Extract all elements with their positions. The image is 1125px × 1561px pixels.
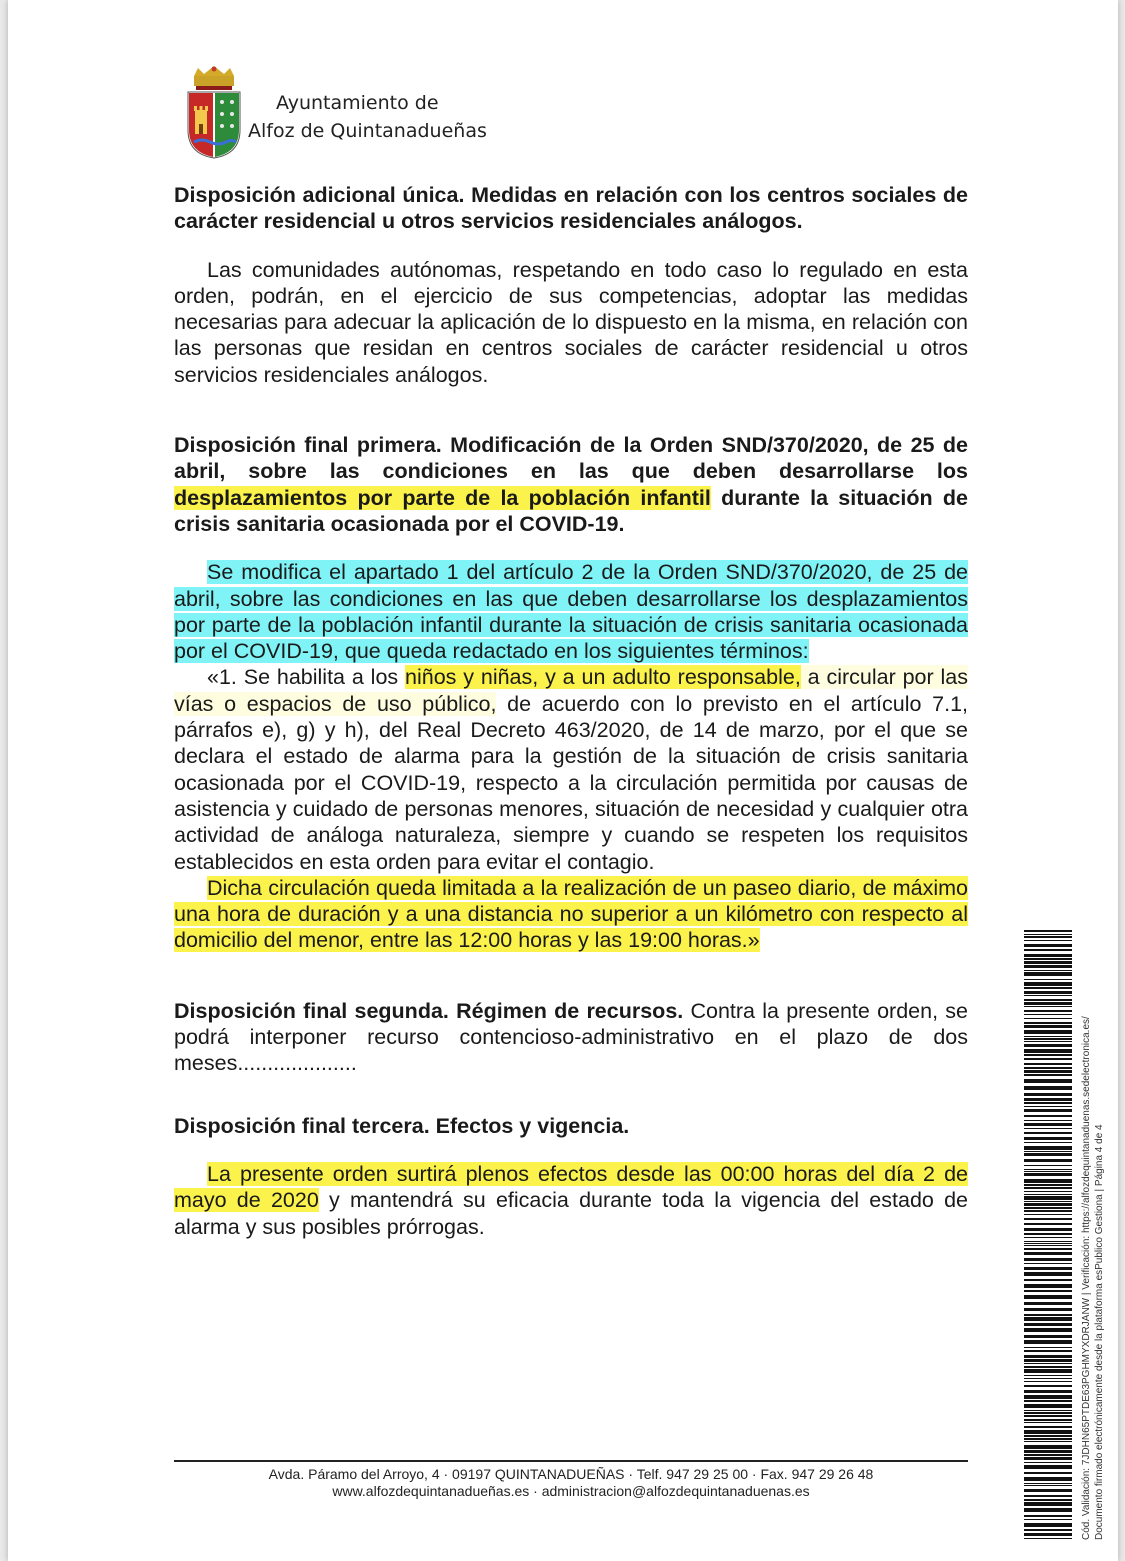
barcode-bar	[1024, 1109, 1072, 1112]
barcode-bar	[1024, 1120, 1072, 1121]
barcode-bar	[1024, 1237, 1072, 1238]
barcode-bar	[1024, 1538, 1072, 1539]
barcode-bar	[1024, 970, 1072, 971]
barcode-bar	[1024, 1191, 1072, 1192]
quote-part-a: «1. Se habilita a los	[207, 665, 406, 690]
barcode-bar	[1024, 1159, 1072, 1162]
barcode-bar	[1024, 958, 1072, 960]
barcode-bar	[1024, 1267, 1072, 1270]
barcode-bar	[1024, 1523, 1072, 1527]
barcode-bar	[1024, 961, 1072, 964]
barcode-bar	[1024, 954, 1072, 957]
barcode-bar	[1024, 1369, 1072, 1373]
barcode-bar	[1024, 1142, 1072, 1143]
barcode-bar	[1024, 1263, 1072, 1264]
barcode-bar	[1024, 1106, 1072, 1107]
barcode-bar	[1024, 1123, 1072, 1126]
barcode-bar	[1024, 1165, 1072, 1166]
footer	[174, 1466, 968, 1500]
barcode-bar	[1024, 1128, 1072, 1129]
barcode-bar	[1024, 1350, 1072, 1352]
barcode-bar	[1024, 1441, 1072, 1442]
barcode-bar	[1024, 1323, 1072, 1326]
barcode-bar	[1024, 1375, 1072, 1376]
barcode-bar	[1024, 1233, 1072, 1235]
barcode-bar	[1024, 1036, 1072, 1037]
barcode-bar	[1024, 1290, 1072, 1292]
barcode-bar	[1024, 1363, 1072, 1364]
barcode-bar	[1024, 1302, 1072, 1305]
barcode-bar	[1024, 1151, 1072, 1152]
section-heading-adicional: Disposición adicional única. Medidas en relación con los centros sociales de carácter residencial u otros servicios residenciales análogos.	[174, 183, 968, 234]
barcode-bar	[1024, 1179, 1072, 1183]
barcode-bar	[1024, 1241, 1072, 1242]
barcode-bar	[1024, 1058, 1072, 1060]
barcode-bar	[1024, 1184, 1072, 1186]
barcode-bar	[1024, 1412, 1072, 1414]
barcode-bar	[1024, 1049, 1072, 1053]
barcode-bar	[1024, 1258, 1072, 1261]
highlighted-quote-paragraph: Dicha circulación queda limitada a la realización de un paseo diario, de máximo una hora de duración y a una distancia no superior a un kilómetro con respecto al domicilio del menor, entre las 12:00 horas y las 19:00 horas.»	[174, 875, 968, 953]
barcode-bar	[1024, 1187, 1072, 1189]
barcode-bar	[1024, 1426, 1072, 1428]
barcode-bar	[1024, 1529, 1072, 1531]
barcode-bar	[1024, 1063, 1072, 1065]
barcode-bar	[1024, 1465, 1072, 1469]
barcode-bar	[1024, 940, 1072, 941]
barcode-bar	[1024, 1499, 1072, 1501]
barcode-bar	[1024, 1102, 1072, 1104]
paragraph-adicional: Las comunidades autónomas, respetando en todo caso lo regulado en esta orden, podrán, en el ejercicio de sus competencias, adoptar las medidas necesarias para adecuar la aplicación de lo dispuesto en la misma, en relación con las personas que residan en centros sociales de carácter residencial u otros servicios residenciales análogos.	[174, 257, 968, 387]
paragraph-final-segunda: Contra la presente orden, se podrá interponer recurso contencioso-administrativo en el plazo de dos meses....................	[174, 998, 968, 1076]
barcode-bar	[1024, 972, 1072, 976]
barcode-bar	[1024, 1093, 1072, 1096]
section-heading-final-tercera: Disposición final tercera. Efectos y vigencia.	[174, 1113, 630, 1138]
barcode-bar	[1024, 1284, 1072, 1288]
barcode-bar	[1024, 1347, 1072, 1348]
footer-web: www.alfozdequintanadueñas.es · administracion@alfozdequintanaduenas.es	[332, 1483, 810, 1499]
barcode-bar	[1024, 1419, 1072, 1421]
barcode-bar	[1024, 1025, 1072, 1028]
barcode-bar	[1024, 1378, 1072, 1379]
barcode-bar	[1024, 930, 1072, 932]
validation-line-1: Cód. Validación: 7JDHN65PTDE63PGHMYXDRJANW | Verificación: https://alfozdequintanaduenas.sedelectronica.es/	[1081, 1016, 1092, 1540]
barcode-bar	[1024, 1415, 1072, 1417]
heading-part-a: Disposición final primera. Modificación de la Orden SND/370/2020, de 25 de abril, sobre las condiciones en las que deben desarrollarse los	[174, 433, 968, 484]
section-heading-final-primera	[174, 432, 968, 537]
barcode-bar	[1024, 1207, 1072, 1209]
barcode-bar	[1024, 1137, 1072, 1140]
barcode-bar	[1024, 1201, 1072, 1202]
barcode-bar	[1024, 1485, 1072, 1486]
barcode-bar	[1024, 1430, 1072, 1434]
barcode-bar	[1024, 1243, 1072, 1244]
barcode-bar	[1024, 1404, 1072, 1408]
light-highlighted-quote-text: a circular por las vías o espacios de uso público,	[174, 665, 968, 716]
barcode-bar	[1024, 1196, 1072, 1200]
barcode-bar	[1024, 934, 1072, 935]
validation-barcode	[1024, 930, 1072, 1540]
barcode-bar	[1024, 1462, 1072, 1463]
barcode-bar	[1024, 1002, 1072, 1005]
barcode-bar	[1024, 1038, 1072, 1040]
barcode-bar	[1024, 1010, 1072, 1012]
barcode-bar	[1024, 1014, 1072, 1015]
barcode-bar	[1024, 1308, 1072, 1311]
barcode-bar	[1024, 1252, 1072, 1255]
heading-part-b: durante la situación de crisis sanitaria ocasionada por el COVID-19.	[174, 485, 968, 536]
barcode-bar	[1024, 1041, 1072, 1042]
barcode-bar	[1024, 1477, 1072, 1481]
highlighted-quote-text: niños y niñas, y a un adulto responsable,	[405, 665, 801, 690]
barcode-bar	[1024, 1098, 1072, 1101]
validation-line-2: Documento firmado electrónicamente desde la plataforma esPublico Gestiona | Página 4 de 4	[1094, 1124, 1105, 1540]
barcode-bar	[1024, 1079, 1072, 1083]
barcode-bar	[1024, 1132, 1072, 1134]
barcode-bar	[1024, 1366, 1072, 1368]
barcode-bar	[1024, 1340, 1072, 1344]
barcode-bar	[1024, 1519, 1072, 1520]
barcode-bar	[1024, 1245, 1072, 1246]
barcode-bar	[1024, 1457, 1072, 1460]
effects-body: y mantendrá su eficacia durante toda la vigencia del estado de alarma y sus posibles prórrogas.	[174, 1188, 968, 1239]
footer-divider	[174, 1460, 968, 1462]
barcode-bar	[1024, 1508, 1072, 1512]
barcode-bar	[1024, 999, 1072, 1001]
barcode-bar	[1024, 1006, 1072, 1007]
barcode-bar	[1024, 1115, 1072, 1117]
section-final-segunda	[174, 998, 968, 1077]
barcode-bar	[1024, 1395, 1072, 1399]
barcode-bar	[1024, 1314, 1072, 1316]
barcode-bar	[1024, 1070, 1072, 1073]
barcode-bar	[1024, 1173, 1072, 1176]
paragraph-final-tercera	[174, 1161, 968, 1240]
highlighted-heading-text: desplazamientos por parte de la población infantil	[174, 485, 711, 510]
quote-paragraph-1	[174, 664, 968, 874]
barcode-bar	[1024, 1472, 1072, 1474]
barcode-bar	[1024, 1355, 1072, 1358]
barcode-bar	[1024, 1438, 1072, 1440]
barcode-bar	[1024, 1169, 1072, 1170]
barcode-bar	[1024, 1054, 1072, 1056]
barcode-bar	[1024, 1489, 1072, 1492]
barcode-bar	[1024, 982, 1072, 986]
barcode-bar	[1024, 1450, 1072, 1453]
barcode-bar	[1024, 1203, 1072, 1206]
barcode-bar	[1024, 1146, 1072, 1150]
barcode-bar	[1024, 1210, 1072, 1212]
barcode-bar	[1024, 1335, 1072, 1338]
document-body	[174, 182, 968, 1240]
barcode-bar	[1024, 944, 1072, 947]
quote-paragraph-2	[174, 875, 968, 954]
barcode-bar	[1024, 965, 1072, 968]
barcode-bar	[1024, 1030, 1072, 1034]
coat-of-arms-logo	[184, 66, 244, 160]
barcode-bar	[1024, 1317, 1072, 1321]
paragraph-final-primera	[174, 559, 968, 664]
barcode-bar	[1024, 1483, 1072, 1484]
barcode-bar	[1024, 1502, 1072, 1506]
barcode-bar	[1024, 1400, 1072, 1402]
barcode-bar	[1024, 1454, 1072, 1456]
barcode-bar	[1024, 1194, 1072, 1195]
barcode-bar	[1024, 1295, 1072, 1299]
barcode-bar	[1024, 1328, 1072, 1332]
organization-name	[248, 89, 487, 145]
barcode-bar	[1024, 1495, 1072, 1497]
barcode-bar	[1024, 1018, 1072, 1019]
document-page	[8, 0, 1118, 1561]
barcode-bar	[1024, 1445, 1072, 1449]
footer-address: Avda. Páramo del Arroyo, 4 · 09197 QUINTANADUEÑAS · Telf. 947 29 25 00 · Fax. 947 29 26 48	[268, 1466, 874, 1482]
barcode-bar	[1024, 1044, 1072, 1047]
barcode-bar	[1024, 1067, 1072, 1069]
barcode-bar	[1024, 936, 1072, 938]
barcode-bar	[1024, 1074, 1072, 1076]
highlighted-paragraph-cyan: Se modifica el apartado 1 del artículo 2 de la Orden SND/370/2020, de 25 de abril, sobre las condiciones en las que deben desarrollarse los desplazamientos por parte de la población infantil durante la situación de crisis sanitaria ocasionada por el COVID-19, que queda redactado en los siguientes términos:	[174, 560, 968, 664]
highlighted-effects-text: La presente orden surtirá plenos efectos desde las 00:00 horas del día 2 de mayo de 2020	[174, 1161, 968, 1213]
barcode-bar	[1024, 1171, 1072, 1172]
barcode-bar	[1024, 1248, 1072, 1250]
barcode-bar	[1024, 1422, 1072, 1423]
barcode-bar	[1024, 1153, 1072, 1156]
barcode-bar	[1024, 991, 1072, 994]
section-heading-final-segunda: Disposición final segunda. Régimen de recursos.	[174, 998, 684, 1023]
barcode-bar	[1024, 1381, 1072, 1382]
organization-line-1: Ayuntamiento de	[276, 92, 439, 114]
barcode-bar	[1024, 1359, 1072, 1362]
barcode-bar	[1024, 1272, 1072, 1276]
barcode-bar	[1024, 1515, 1072, 1517]
barcode-bar	[1024, 1533, 1072, 1536]
quote-part-b: de acuerdo con lo previsto en el artículo 7.1, párrafos e), g) y h), del Real Decreto 463/2020, de 14 de marzo, por el que se declara el estado de alarma para la gestión de la situación de crisis sanitaria ocasionada por el COVID-19, respecto a la circulación permitida por causas de asistencia y cuidado de personas menores, situación de necesidad y cualquier otra actividad de análoga naturaleza, siempre y cuando se respeten los requisitos establecidos en esta orden para evitar el contagio.	[174, 691, 968, 874]
barcode-bar	[1024, 1228, 1072, 1231]
barcode-bar	[1024, 1022, 1072, 1024]
barcode-bar	[1024, 949, 1072, 951]
barcode-bar	[1024, 1435, 1072, 1437]
barcode-bar	[1024, 1385, 1072, 1387]
barcode-bar	[1024, 1279, 1072, 1281]
barcode-bar	[1024, 1390, 1072, 1393]
barcode-bar	[1024, 1410, 1072, 1411]
barcode-bar	[1024, 979, 1072, 980]
barcode-bar	[1024, 1223, 1072, 1225]
validation-text	[1080, 920, 1106, 1540]
organization-line-2: Alfoz de Quintanadueñas	[248, 120, 487, 142]
barcode-bar	[1024, 1214, 1072, 1215]
barcode-bar	[1024, 1086, 1072, 1090]
barcode-bar	[1024, 1218, 1072, 1220]
barcode-bar	[1024, 995, 1072, 996]
barcode-bar	[1024, 987, 1072, 989]
